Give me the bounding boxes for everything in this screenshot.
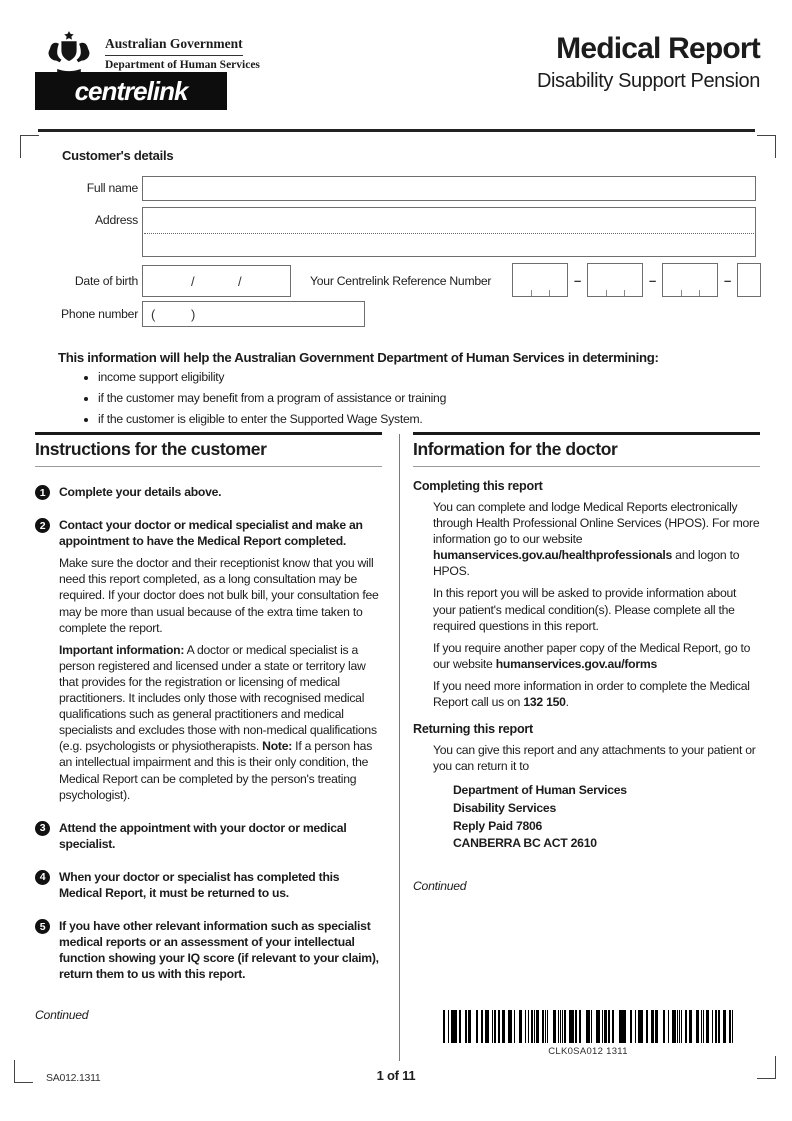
centrelink-logo-text: centrelink [74, 75, 188, 106]
phone-close-paren: ) [191, 307, 196, 322]
crop-mark-top-right [757, 135, 776, 158]
instruction-step-4 [35, 869, 382, 901]
step-text: If you have other relevant information such as specialist medical reports or an assessment of your intellectual function showing your IQ score (if relevant to your claim), return them to us with this report. [59, 919, 379, 982]
dob-separator: / [238, 274, 242, 289]
full-name-label: Full name [86, 181, 138, 195]
coat-of-arms-icon [42, 30, 96, 76]
continued-note-right: Continued [413, 879, 467, 894]
return-address-line: Disability Services [453, 801, 556, 815]
return-address-block [453, 782, 760, 853]
gov-crest-line2: Department of Human Services [105, 59, 260, 71]
purpose-bullet: • if the customer may benefit from a program of assistance or training [98, 391, 748, 407]
barcode-caption: CLK0SA012 1311 [548, 1046, 628, 1057]
instruction-step-1 [35, 484, 382, 500]
important-label: Important information: [59, 642, 185, 657]
purpose-statement [58, 350, 748, 433]
p1-text: You can complete and lodge Medical Reports electronically through Health Professional Online Services (HPOS). For more information go to our website [433, 500, 760, 547]
step-number-badge: 1 [35, 485, 50, 500]
instruction-step-3 [35, 820, 382, 852]
step-important-note [59, 642, 382, 803]
purpose-bullet: • if the customer is eligible to enter the Supported Wage System. [98, 412, 748, 428]
step-text: When your doctor or specialist has completed this Medical Report, it must be returned to us. [59, 869, 340, 900]
health-professionals-url: humanservices.gov.au/healthprofessionals [433, 548, 673, 563]
purpose-bullet: • income support eligibility [98, 370, 748, 386]
step-number-badge: 2 [35, 518, 50, 533]
return-address-line: Department of Human Services [453, 783, 627, 798]
step-number-badge: 4 [35, 870, 50, 885]
step-body: Make sure the doctor and their receptionist know that you will need this report completed, as a long consultation may be required. If your doctor does not bulk bill, your consultation fee may be more than usual because of the extra time taken to complete the report. [59, 556, 379, 635]
column-divider [399, 434, 400, 1061]
crn-field-group [512, 263, 761, 297]
completing-paragraph-3 [433, 640, 760, 672]
p3-text: If you require another paper copy of the Medical Report, go to our website [433, 640, 751, 671]
returning-paragraph: You can give this report and any attachments to your patient or you can return it to [433, 743, 756, 774]
phone-number-field[interactable] [142, 301, 365, 327]
crn-dash: – [723, 272, 731, 288]
completing-report-heading: Completing this report [413, 479, 543, 493]
phone-132150: 132 150 [523, 695, 566, 710]
completing-paragraph-1 [433, 499, 760, 579]
customer-details-heading: Customer's details [62, 148, 174, 163]
purpose-bullet-list [58, 370, 748, 428]
p4-text: If you need more information in order to complete the Medical Report call us on [433, 678, 750, 710]
phone-open-paren: ( [151, 307, 156, 322]
instruction-step-5 [35, 918, 382, 982]
returning-report-heading: Returning this report [413, 722, 533, 737]
full-name-field[interactable] [142, 176, 756, 201]
customer-column-heading: Instructions for the customer [35, 432, 382, 467]
forms-url: humanservices.gov.au/forms [495, 656, 657, 671]
note-text: If a person has an intellectual impairment and this is their only condition, the Medical Report can be completed by the person's treating psychologist). [59, 739, 373, 802]
document-subtitle: Disability Support Pension [536, 70, 760, 92]
date-of-birth-field[interactable] [142, 265, 291, 297]
header-divider-rule [38, 129, 755, 132]
centrelink-logo [35, 72, 227, 110]
address-label: Address [95, 213, 138, 227]
note-label: Note: [262, 739, 293, 754]
address-field-line-divider [144, 233, 754, 234]
step-number-badge: 5 [35, 919, 50, 934]
crn-check-letter[interactable] [737, 263, 761, 297]
gov-crest-line1: Australian Government [105, 36, 243, 56]
step-text: Attend the appointment with your doctor or medical specialist. [59, 820, 347, 851]
step-number-badge: 3 [35, 821, 50, 836]
crn-dash: – [648, 272, 656, 288]
return-address-line: CANBERRA BC ACT 2610 [453, 836, 597, 851]
completing-paragraph-2: In this report you will be asked to provide information about your patient's medical condition(s). Please complete all the required questions in this report. [433, 586, 737, 633]
doctor-information-column [413, 432, 760, 893]
crn-dash: – [574, 272, 581, 288]
return-address-line: Reply Paid 7806 [453, 818, 543, 833]
completing-paragraph-4 [433, 678, 760, 710]
crn-segment-2[interactable] [587, 263, 643, 297]
crn-label: Your Centrelink Reference Number [310, 274, 492, 288]
p4-tail: . [565, 695, 569, 710]
continued-note-left: Continued [35, 1008, 89, 1023]
page-number: 1 of 11 [376, 1068, 416, 1083]
dob-separator: / [191, 274, 195, 289]
australian-government-logo [42, 30, 260, 76]
step-text: Complete your details above. [59, 485, 222, 499]
instruction-step-2 [35, 517, 382, 803]
form-code: SA012.1311 [46, 1072, 101, 1084]
phone-number-label: Phone number [61, 307, 138, 321]
important-text: A doctor or medical specialist is a person registered and licensed under a state or territory law that provides for the registration or licensing of medical practitioners. It includes only those with recognised medical qualifications such as general practitioners and medical specialists and excludes those with non-medical qualifications (e.g. psychologists or physiotherapists. [59, 642, 377, 754]
crop-mark-top-left [20, 135, 39, 158]
form-barcode [443, 1010, 733, 1043]
date-of-birth-label: Date of birth [74, 274, 138, 288]
purpose-heading: This information will help the Australian Government Department of Human Services in determining: [58, 350, 659, 365]
step-text: Contact your doctor or medical specialist and make an appointment to have the Medical Report completed. [59, 518, 363, 549]
address-field[interactable] [142, 207, 756, 257]
doctor-column-heading: Information for the doctor [413, 432, 760, 467]
p1-tail: and logon to HPOS. [433, 548, 740, 579]
crn-segment-1[interactable] [512, 263, 568, 297]
document-title: Medical Report [556, 32, 760, 65]
crn-segment-3[interactable] [662, 263, 718, 297]
customer-instructions-column [35, 432, 382, 1022]
